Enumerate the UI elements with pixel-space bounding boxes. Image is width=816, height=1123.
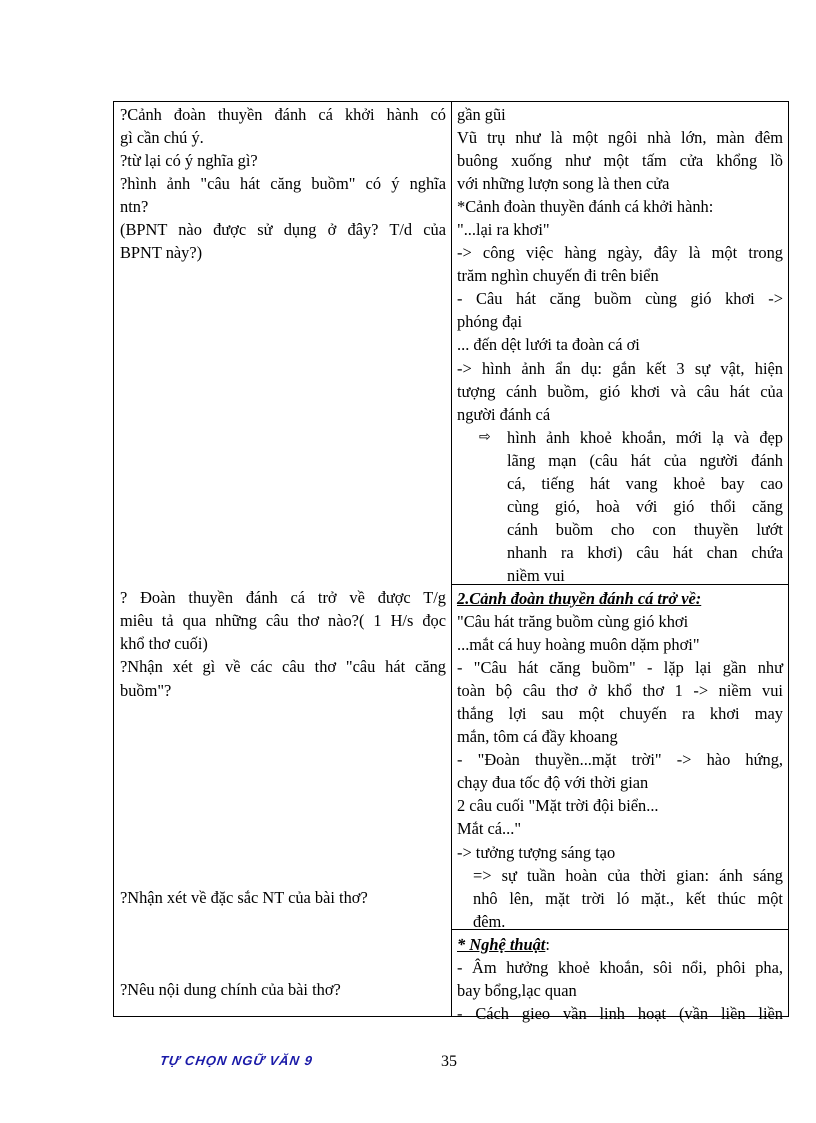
answer-line: nhô lên, mặt trời ló mặt., kết thúc một (473, 888, 783, 908)
bullet-line: ⇨ hình ảnh khoẻ khoắn, mới lạ và đẹp (457, 426, 783, 449)
spacer (120, 909, 446, 978)
question-1-line-1: ?Cảnh đoàn thuyền đánh cá khởi hành có (120, 105, 446, 124)
spacer (120, 264, 446, 586)
spacer (120, 702, 446, 886)
answer-line: trăm nghìn chuyến đi trên biển (457, 266, 659, 286)
column-divider (451, 101, 452, 1017)
answer-line: -> công việc hàng ngày, đây là một trong (457, 243, 783, 263)
answer-line: - Câu hát căng buồm cùng gió khơi -> (457, 289, 783, 309)
answer-line: "...lại ra khơi" (457, 220, 550, 240)
answer-line: -> hình ảnh ẩn dụ: gắn kết 3 sự vật, hiện (457, 358, 783, 378)
answer-line: phóng đại (457, 312, 523, 332)
question-1-line-2: gì cần chú ý. (120, 128, 204, 148)
answer-line: ...mắt cá huy hoàng muôn dặm phơi" (457, 635, 700, 655)
answer-line: *Cảnh đoàn thuyền đánh cá khởi hành: (457, 197, 714, 217)
answer-line: tượng cánh buồm, gió khơi và câu hát của (457, 381, 783, 401)
question-4-line-2: BPNT này?) (120, 243, 203, 263)
answer-line: - Âm hưởng khoẻ khoắn, sôi nổi, phôi pha, (457, 957, 783, 977)
answer-line: - "Câu hát căng buồm" - lặp lại gần như (457, 658, 783, 678)
question-6-line-1: ?Nhận xét gì về các câu thơ "câu hát căng (120, 657, 446, 677)
answer-line: => sự tuần hoàn của thời gian: ánh sáng (473, 865, 783, 885)
question-3-line-2: ntn? (120, 197, 149, 217)
answer-line: toàn bộ câu thơ ở khổ thơ 1 -> niềm vui (457, 681, 783, 701)
answers-column (457, 103, 783, 1025)
answer-line: buông xuống như một tấm cửa khổng lồ (457, 151, 783, 171)
bullet-line: niềm vui (507, 565, 565, 585)
answer-line: - "Đoàn thuyền...mặt trời" -> hào hứng, (457, 750, 783, 770)
question-7: ?Nhận xét về đặc sắc NT của bài thơ? (120, 887, 368, 907)
answer-line: Mắt cá..." (457, 819, 522, 839)
answer-line: - Cách gieo vần linh hoạt (vần liền liền (457, 1003, 783, 1023)
answer-line: 2 câu cuối "Mặt trời đội biển... (457, 796, 659, 816)
answer-line: bay bổng,lạc quan (457, 980, 577, 1000)
bullet-line: cánh buồm cho con thuyền lướt (507, 519, 783, 539)
footer-brand: TỰ CHỌN NGỮ VĂN 9 (158, 1053, 314, 1068)
question-5-line-1: ? Đoàn thuyền đánh cá trở về được T/g (120, 588, 446, 608)
question-2: ?từ lại có ý nghĩa gì? (120, 151, 258, 171)
answer-line: gần gũi (457, 105, 506, 124)
bullet-line: nhanh ra khơi) câu hát chan chứa (507, 542, 783, 562)
answer-line: đêm. (473, 911, 506, 931)
questions-column (120, 103, 446, 1001)
answer-line: người đánh cá (457, 404, 551, 424)
answer-line: ... đến dệt lưới ta đoàn cá ơi (457, 335, 640, 355)
bullet-line: cùng gió, hoà với gió thổi căng (507, 496, 783, 516)
question-8: ?Nêu nội dung chính của bài thơ? (120, 979, 341, 999)
arrow-bullet-icon: ⇨ (479, 428, 491, 445)
answer-line: "Câu hát trăng buồm cùng gió khơi (457, 612, 689, 632)
page-number: 35 (441, 1053, 457, 1070)
question-6-line-2: buồm"? (120, 680, 172, 700)
question-4-line-1: (BPNT nào được sử dụng ở đây? T/d của (120, 220, 446, 240)
section-heading-3: * Nghệ thuật: (457, 934, 550, 954)
bullet-line: lãng mạn (câu hát của người đánh (507, 450, 783, 470)
answer-line: Vũ trụ như là một ngôi nhà lớn, màn đêm (457, 128, 783, 148)
answer-line: thắng lợi sau một chuyến ra khơi may (457, 704, 783, 724)
section-heading-2: 2.Cảnh đoàn thuyền đánh cá trở về: (457, 588, 702, 608)
question-5-line-3: khổ thơ cuối) (120, 634, 208, 654)
answer-line: chạy đua tốc độ với thời gian (457, 773, 649, 793)
answer-line: với những lượn song là then cửa (457, 174, 670, 194)
answer-line: -> tưởng tượng sáng tạo (457, 842, 616, 862)
question-5-line-2: miêu tả qua những câu thơ nào?( 1 H/s đọc (120, 611, 446, 631)
question-3-line-1: ?hình ảnh "câu hát căng buồm" có ý nghĩa (120, 174, 446, 194)
bullet-line: cá, tiếng hát vang khoẻ bay cao (507, 473, 783, 493)
answer-line: mắn, tôm cá đầy khoang (457, 727, 618, 747)
